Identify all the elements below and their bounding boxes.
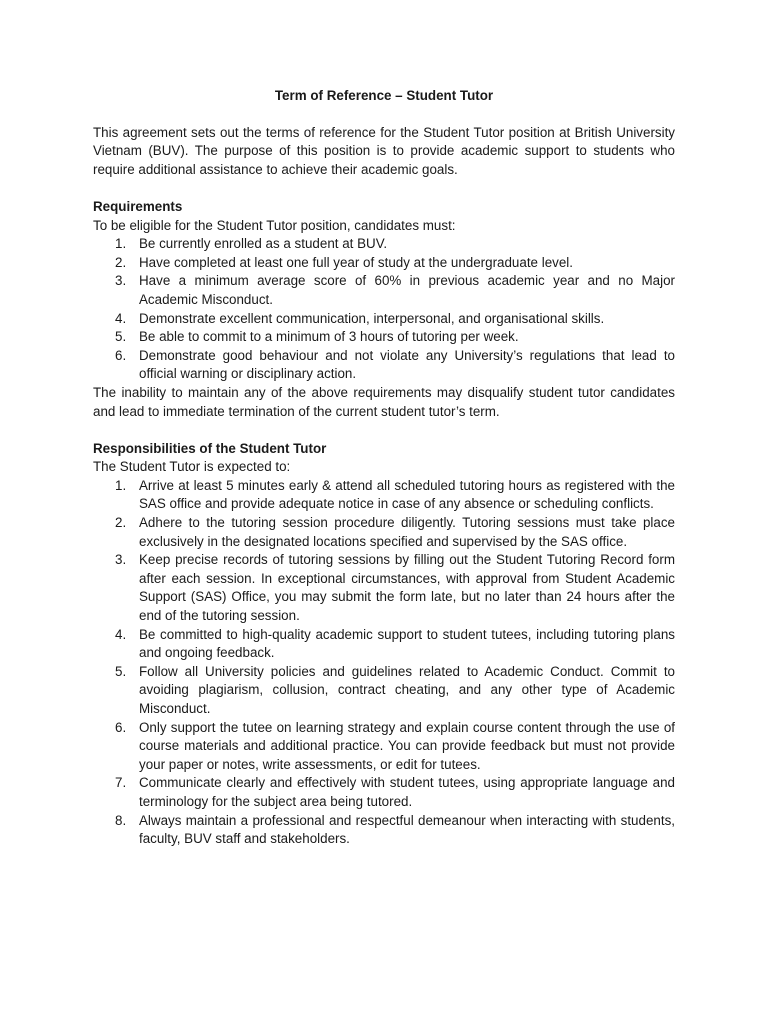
list-item-text: Have completed at least one full year of study at the undergraduate level. xyxy=(139,254,573,270)
requirements-lead: To be eligible for the Student Tutor position, candidates must: xyxy=(93,217,456,233)
responsibilities-heading: Responsibilities of the Student Tutor xyxy=(93,440,327,456)
document-body xyxy=(93,87,675,849)
section-spacer xyxy=(93,421,675,440)
list-item-text: Only support the tutee on learning strategy and explain course content through the use of course materials and additional practice. You can provide feedback but must not provide your paper or notes, write assessments, or edit for tutees. xyxy=(139,719,675,772)
responsibilities-list xyxy=(93,477,675,849)
list-item-text: Follow all University policies and guidelines related to Academic Conduct. Commit to avoiding plagiarism, collusion, contract cheating, and any other type of Academic Misconduct. xyxy=(139,663,675,716)
list-item xyxy=(93,719,675,775)
list-item-number: 5. xyxy=(115,329,127,345)
list-item xyxy=(93,514,675,551)
list-item-number: 7. xyxy=(115,775,127,791)
list-item-number: 1. xyxy=(115,477,127,493)
list-item xyxy=(93,812,675,849)
document-title: Term of Reference – Student Tutor xyxy=(274,88,494,103)
list-item xyxy=(93,272,675,309)
requirements-heading: Requirements xyxy=(93,198,183,214)
list-item xyxy=(93,626,675,663)
list-item-text: Adhere to the tutoring session procedure diligently. Tutoring sessions must take place exclusively in the designated locations specified and supervised by the SAS office. xyxy=(139,515,675,549)
list-item-number: 2. xyxy=(115,515,127,531)
list-item-text: Always maintain a professional and respectful demeanour when interacting with students, faculty, BUV staff and stakeholders. xyxy=(139,812,675,847)
responsibilities-lead: The Student Tutor is expected to: xyxy=(93,459,291,475)
list-item-number: 3. xyxy=(115,273,127,289)
list-item-text: Be currently enrolled as a student at BUV. xyxy=(139,236,388,252)
requirements-list xyxy=(93,235,675,384)
list-item xyxy=(93,328,675,347)
list-item-number: 4. xyxy=(115,626,127,642)
requirements-closing: The inability to maintain any of the above requirements may disqualify student tutor candidates and lead to immediate termination of the current student tutor’s term. xyxy=(93,384,675,419)
list-item-number: 8. xyxy=(115,812,127,828)
list-item xyxy=(93,347,675,384)
list-item-text: Demonstrate good behaviour and not violate any University’s regulations that lead to official warning or disciplinary action. xyxy=(139,347,675,382)
list-item-number: 1. xyxy=(115,236,127,252)
list-item xyxy=(93,235,675,254)
list-item-text: Have a minimum average score of 60% in previous academic year and no Major Academic Misconduct. xyxy=(139,273,675,307)
list-item-text: Demonstrate excellent communication, interpersonal, and organisational skills. xyxy=(139,310,605,326)
list-item-number: 6. xyxy=(115,719,127,735)
list-item xyxy=(93,663,675,719)
list-item-number: 6. xyxy=(115,347,127,363)
list-item xyxy=(93,310,675,329)
list-item xyxy=(93,774,675,811)
intro-paragraph: This agreement sets out the terms of reference for the Student Tutor position at British University Vietnam (BUV). The purpose of this position is to provide academic support to students who require additional assistance to achieve their academic goals. xyxy=(93,124,675,177)
list-item xyxy=(93,477,675,514)
list-item-text: Be able to commit to a minimum of 3 hours of tutoring per week. xyxy=(139,329,519,345)
list-item-text: Communicate clearly and effectively with student tutees, using appropriate language and terminology for the subject area being tutored. xyxy=(139,775,675,809)
list-item-number: 2. xyxy=(115,254,127,270)
list-item-text: Arrive at least 5 minutes early & attend all scheduled tutoring hours as registered with the SAS office and provide adequate notice in case of any absence or scheduling conflicts. xyxy=(139,477,675,512)
list-item xyxy=(93,254,675,273)
list-item xyxy=(93,551,675,625)
list-item-number: 4. xyxy=(115,310,127,326)
list-item-number: 3. xyxy=(115,552,127,568)
list-item-number: 5. xyxy=(115,663,127,679)
list-item-text: Keep precise records of tutoring sessions by filling out the Student Tutoring Record form after each session. In exceptional circumstances, with approval from Student Academic Support (SAS) Office, you may submit the form late, but no later than 24 hours after the end of the tutoring session. xyxy=(139,552,675,624)
list-item-text: Be committed to high-quality academic support to student tutees, including tutoring plans and ongoing feedback. xyxy=(139,626,675,661)
